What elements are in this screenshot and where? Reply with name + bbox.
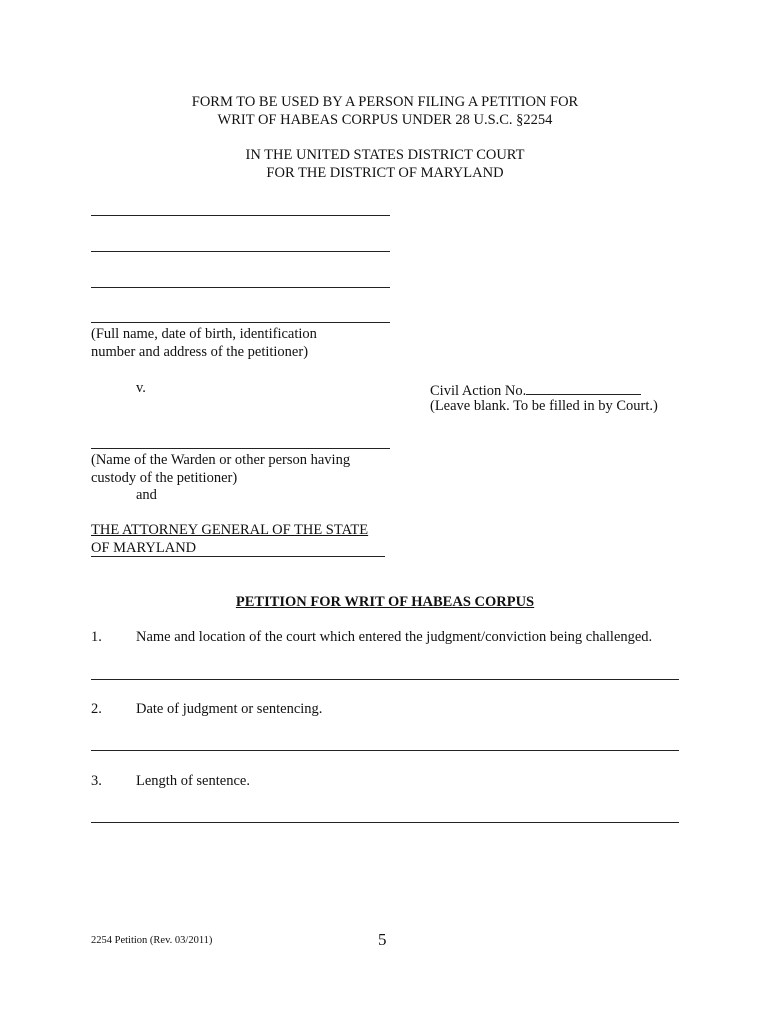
question-2-number: 2. bbox=[91, 701, 102, 717]
petitioner-line-3[interactable] bbox=[91, 287, 390, 288]
civil-action-number-blank[interactable] bbox=[526, 380, 641, 395]
attorney-general-line-1: THE ATTORNEY GENERAL OF THE STATE bbox=[91, 522, 369, 538]
petitioner-line-1[interactable] bbox=[91, 215, 390, 216]
and-label: and bbox=[136, 487, 157, 503]
versus-label: v. bbox=[136, 380, 146, 396]
form-id-footer: 2254 Petition (Rev. 03/2011) bbox=[91, 935, 213, 946]
court-name-line-1: IN THE UNITED STATES DISTRICT COURT bbox=[245, 147, 525, 163]
attorney-general-line-2: OF MARYLAND bbox=[91, 540, 197, 556]
civil-action-label: Civil Action No. bbox=[430, 383, 527, 399]
attorney-general-underline bbox=[91, 556, 385, 557]
respondent-line[interactable] bbox=[91, 448, 390, 449]
page-number: 5 bbox=[378, 930, 387, 949]
question-1-number: 1. bbox=[91, 629, 102, 645]
question-2-answer-line[interactable] bbox=[91, 750, 679, 751]
petitioner-caption-line-2: number and address of the petitioner) bbox=[91, 344, 309, 360]
petitioner-caption-line-1: (Full name, date of birth, identification bbox=[91, 326, 317, 342]
form-title-line-1: FORM TO BE USED BY A PERSON FILING A PETITION FOR bbox=[191, 94, 579, 110]
form-title-line-2: WRIT OF HABEAS CORPUS UNDER 28 U.S.C. §2254 bbox=[217, 112, 553, 128]
petition-title: PETITION FOR WRIT OF HABEAS CORPUS bbox=[235, 594, 535, 610]
question-1-answer-line[interactable] bbox=[91, 679, 679, 680]
question-3-number: 3. bbox=[91, 773, 102, 789]
petitioner-line-4[interactable] bbox=[91, 322, 390, 323]
court-name-line-2: FOR THE DISTRICT OF MARYLAND bbox=[266, 165, 504, 181]
question-2-text: Date of judgment or sentencing. bbox=[136, 701, 323, 717]
civil-action-note: (Leave blank. To be filled in by Court.) bbox=[430, 398, 658, 414]
respondent-caption-line-2: custody of the petitioner) bbox=[91, 470, 238, 486]
question-3-text: Length of sentence. bbox=[136, 773, 250, 789]
question-3-answer-line[interactable] bbox=[91, 822, 679, 823]
respondent-caption-line-1: (Name of the Warden or other person having bbox=[91, 452, 351, 468]
petitioner-line-2[interactable] bbox=[91, 251, 390, 252]
question-1-text: Name and location of the court which entered the judgment/conviction being challenged. bbox=[136, 629, 653, 645]
